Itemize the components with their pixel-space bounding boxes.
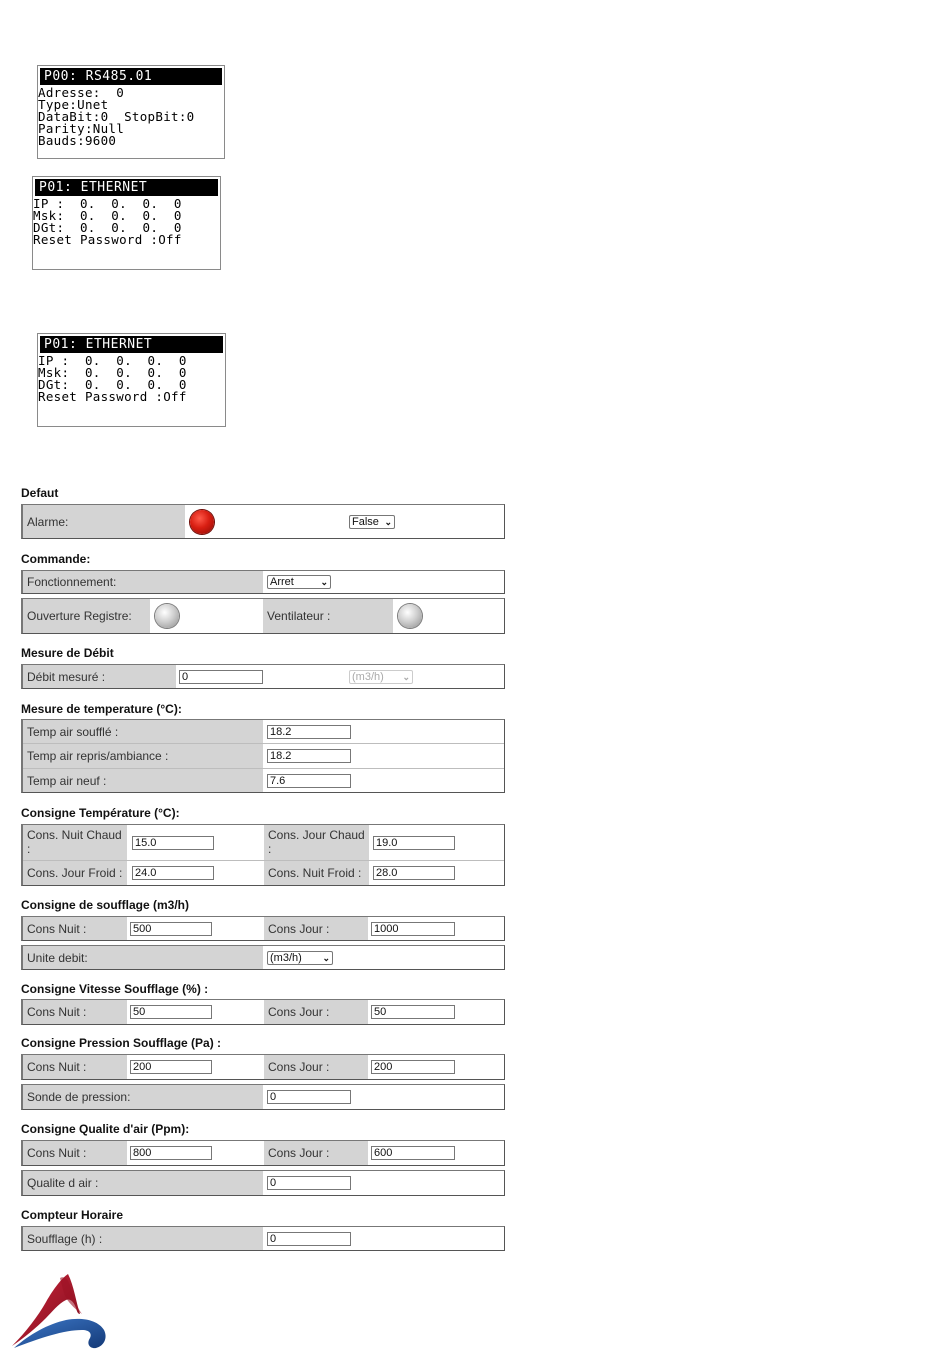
cons-jour-chaud-cell [369,825,504,860]
defaut-table [21,504,505,539]
fonctionnement-value-cell [263,571,504,593]
unite-debit-label: Unite debit: [23,946,263,969]
temp-value-cell [263,744,504,768]
unite-debit-cell [263,946,504,969]
cons-nuit-chaud-input[interactable]: 15.0 [132,836,214,850]
fonctionnement-row [23,571,504,593]
sonde-pression-cell [263,1085,504,1109]
lcd-line: DataBit:0 StopBit:0 [38,109,195,124]
lcd-line: Reset Password :Off [33,232,182,247]
temp-air-repris-input[interactable]: 18.2 [267,749,351,763]
chevron-down-icon: ⌄ [402,671,410,682]
unite-debit-select[interactable] [267,951,333,965]
section-title-consigne-soufflage: Consigne de soufflage (m3/h) [21,898,190,912]
lcd-line: Adresse: 0 [38,85,125,100]
qualite-cons-nuit-cell [127,1141,264,1165]
vitesse-cons-jour-cell [368,1000,504,1024]
section-title-defaut: Defaut [21,486,59,500]
alarme-select-value: False [352,515,379,528]
cons-jour-froid-cell [127,861,264,885]
qualite-cons-jour-cell [368,1141,504,1165]
soufflage-cons-nuit-input[interactable]: 500 [130,922,212,936]
consigne-qualite-row [23,1141,504,1165]
section-title-temperature: Mesure de temperature (°C): [21,702,182,716]
qualite-cons-nuit-label: Cons Nuit : [23,1141,127,1165]
section-title-consigne-temperature: Consigne Température (°C): [21,806,180,820]
temp-air-souffle-label: Temp air soufflé : [23,720,263,743]
consigne-vitesse-row [23,1000,504,1024]
fonctionnement-label: Fonctionnement: [23,571,263,593]
ventilateur-label: Ventilateur : [263,599,393,633]
alarme-value-cell [185,505,504,538]
lcd-header: P01: ETHERNET [40,336,223,353]
section-title-consigne-vitesse: Consigne Vitesse Soufflage (%) : [21,982,209,996]
lcd-line: IP : 0. 0. 0. 0 [33,196,182,211]
qualite-cons-nuit-input[interactable]: 800 [130,1146,212,1160]
qualite-cons-jour-label: Cons Jour : [264,1141,368,1165]
sonde-pression-row [23,1085,504,1109]
debit-unit-value: (m3/h) [352,670,384,683]
temp-air-neuf-label: Temp air neuf : [23,769,263,792]
unite-debit-value: (m3/h) [270,951,302,964]
lcd-line: Msk: 0. 0. 0. 0 [38,365,187,380]
lcd-panel-ethernet-2 [37,333,226,427]
sonde-pression-input[interactable]: 0 [267,1090,351,1104]
temperature-table [21,719,505,793]
pression-cons-jour-cell [368,1055,504,1079]
temp-air-repris-label: Temp air repris/ambiance : [23,744,263,768]
consigne-qualite-table [21,1140,505,1166]
consigne-pression-row [23,1055,504,1079]
chevron-down-icon: ⌄ [384,516,392,527]
unite-debit-table [21,945,505,970]
alarme-select[interactable] [349,515,395,529]
cons-nuit-chaud-label: Cons. Nuit Chaud : [23,825,127,860]
cons-jour-froid-input[interactable]: 24.0 [132,866,214,880]
cons-jour-froid-label: Cons. Jour Froid : [23,861,127,885]
consigne-temp-row [23,861,504,885]
temp-value-cell [263,720,504,743]
commande-table-fonctionnement [21,570,505,594]
lcd-line: Reset Password :Off [38,389,187,404]
vitesse-cons-jour-label: Cons Jour : [264,1000,368,1024]
consigne-temperature-table [21,824,505,886]
lcd-line: DGt: 0. 0. 0. 0 [33,220,182,235]
lcd-panel-ethernet [32,176,221,270]
lcd-panel-rs485 [37,65,225,159]
sonde-pression-label: Sonde de pression: [23,1085,263,1109]
qualite-air-row [23,1171,504,1195]
lcd-line: Parity:Null [38,121,125,136]
compteur-table [21,1226,505,1251]
consigne-vitesse-table [21,999,505,1025]
lcd-header: P01: ETHERNET [35,179,218,196]
lcd-line: Msk: 0. 0. 0. 0 [33,208,182,223]
temp-row [23,744,504,769]
soufflage-cons-jour-cell [368,917,504,940]
chevron-down-icon: ⌄ [320,577,328,587]
alarme-row [23,505,504,538]
soufflage-cons-nuit-label: Cons Nuit : [23,917,127,940]
sonde-pression-table [21,1084,505,1110]
debit-mesure-input[interactable]: 0 [179,670,263,684]
vitesse-cons-nuit-label: Cons Nuit : [23,1000,127,1024]
unite-debit-row [23,946,504,969]
status-row [23,599,504,633]
lcd-header: P00: RS485.01 [40,68,222,85]
cons-nuit-froid-label: Cons. Nuit Froid : [264,861,369,885]
consigne-pression-table [21,1054,505,1080]
pression-cons-jour-label: Cons Jour : [264,1055,368,1079]
pression-cons-nuit-input[interactable]: 200 [130,1060,212,1074]
compteur-row [23,1227,504,1250]
consigne-temp-row [23,825,504,861]
lcd-line: Bauds:9600 [38,133,117,148]
qualite-air-cell [263,1171,504,1195]
section-title-commande: Commande: [21,552,91,566]
pression-cons-jour-input[interactable]: 200 [371,1060,455,1074]
lcd-line: IP : 0. 0. 0. 0 [38,353,187,368]
vitesse-cons-nuit-input[interactable]: 50 [130,1005,212,1019]
cons-jour-chaud-label: Cons. Jour Chaud : [264,825,369,860]
debit-table [21,664,505,689]
debit-unit-select[interactable] [349,670,413,684]
section-title-consigne-qualite: Consigne Qualite d'air (Ppm): [21,1122,190,1136]
cons-jour-chaud-input[interactable]: 19.0 [373,836,455,850]
soufflage-cons-jour-input[interactable]: 1000 [371,922,455,936]
vitesse-cons-nuit-cell [127,1000,264,1024]
pression-cons-nuit-label: Cons Nuit : [23,1055,127,1079]
section-title-compteur: Compteur Horaire [21,1208,124,1222]
qualite-cons-jour-input[interactable]: 600 [371,1146,455,1160]
soufflage-cons-jour-label: Cons Jour : [264,917,368,940]
qualite-air-table [21,1170,505,1196]
temp-value-cell [263,769,504,792]
ouverture-registre-label: Ouverture Registre: [23,599,150,633]
soufflage-heures-label: Soufflage (h) : [23,1227,263,1250]
alarm-indicator-icon [190,510,214,534]
temp-row [23,720,504,744]
vitesse-cons-jour-input[interactable]: 50 [371,1005,455,1019]
alarme-label: Alarme: [23,505,185,538]
commande-table-status [21,598,505,634]
qualite-air-label: Qualite d air : [23,1171,263,1195]
section-title-consigne-pression: Consigne Pression Soufflage (Pa) : [21,1036,222,1050]
section-title-debit: Mesure de Débit [21,646,114,660]
ouverture-registre-cell [150,599,263,633]
soufflage-cons-nuit-cell [127,917,264,940]
soufflage-heures-cell [263,1227,504,1250]
debit-mesure-label: Débit mesuré : [23,665,176,688]
temp-air-souffle-input[interactable]: 18.2 [267,725,351,739]
qualite-air-input[interactable]: 0 [267,1176,351,1190]
soufflage-heures-input[interactable]: 0 [267,1232,351,1246]
ventilateur-indicator-icon [398,604,422,628]
consigne-soufflage-row [23,917,504,940]
fonctionnement-select-value: Arret [270,576,294,588]
cons-nuit-froid-input[interactable]: 28.0 [373,866,455,880]
consigne-soufflage-table [21,916,505,941]
ventilateur-cell [393,599,504,633]
debit-value-cell [176,665,504,688]
fonctionnement-select[interactable] [267,575,331,589]
lcd-line: Type:Unet [38,97,109,112]
company-logo-icon [10,1272,110,1357]
cons-nuit-froid-cell [369,861,504,885]
chevron-down-icon: ⌄ [322,952,330,963]
ouverture-registre-indicator-icon [155,604,179,628]
temp-row [23,769,504,792]
lcd-line: DGt: 0. 0. 0. 0 [38,377,187,392]
cons-nuit-chaud-cell [127,825,264,860]
pression-cons-nuit-cell [127,1055,264,1079]
debit-row [23,665,504,688]
temp-air-neuf-input[interactable]: 7.6 [267,774,351,788]
